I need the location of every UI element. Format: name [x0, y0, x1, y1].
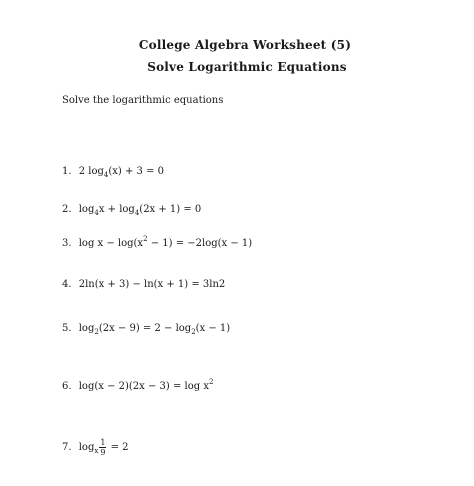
problem-3: [62, 235, 252, 249]
problem-2: [62, 204, 201, 217]
problem-expression: $\log_2(2x - 9) = 2 - \log_2(x - 1)$: [78, 323, 231, 336]
page-title: College Algebra Worksheet (5): [138, 38, 352, 52]
problem-number: 7.: [62, 442, 72, 453]
problem-6: [62, 378, 213, 392]
problem-number: 1.: [62, 166, 72, 177]
problem-number: 5.: [62, 323, 72, 334]
problem-expression: $\log(x - 2)(2x - 3) = \log x^2$: [78, 378, 214, 392]
problem-number: 4.: [62, 279, 72, 290]
problem-number: 6.: [62, 381, 72, 392]
fraction: $\frac{1}{9}$: [100, 438, 106, 457]
problem-number: 2.: [62, 204, 72, 215]
problem-7: [62, 438, 129, 457]
problem-expression: $\log x - \log(x^2 - 1) = -2\log(x - 1)$: [78, 235, 253, 249]
problem-4: [62, 279, 225, 290]
problem-expression: $\log_4x + \log_4(2x + 1) = 0$: [78, 204, 202, 217]
problem-expression: 2ln(x + 3) − ln(x + 1) = 3ln2: [78, 279, 226, 290]
page-subtitle: Solve Logarithmic Equations: [147, 60, 347, 74]
problem-5: [62, 323, 230, 336]
problem-expression: 2 $\log_4(x) + 3 = 0$: [78, 166, 165, 179]
problem-expression: $\log_x$ $\frac{1}{9}$ = 2: [78, 438, 129, 457]
problem-number: 3.: [62, 238, 72, 249]
instruction-text: Solve the logarithmic equations: [62, 95, 224, 106]
problem-1: [62, 166, 164, 179]
